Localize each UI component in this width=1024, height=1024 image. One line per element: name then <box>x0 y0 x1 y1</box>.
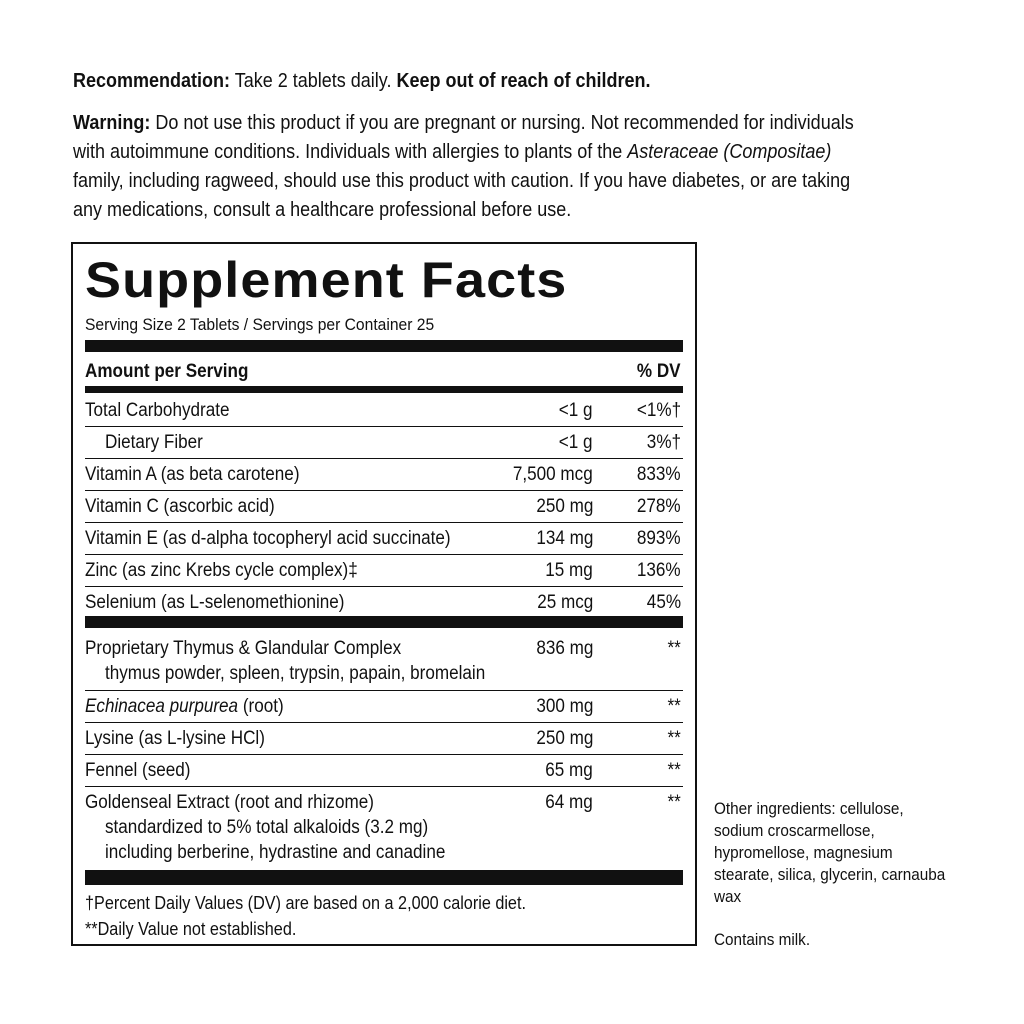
nutrient-name: Total Carbohydrate <box>85 400 230 421</box>
ingredient-amount: 300 mg <box>535 696 593 717</box>
nutrient-dv: <1%† <box>636 400 681 421</box>
row-divider <box>85 522 683 523</box>
nutrient-name: Vitamin E (as d-alpha tocopheryl acid succinate) <box>85 528 451 549</box>
row-divider <box>85 554 683 555</box>
nutrient-dv: 45% <box>646 592 681 613</box>
ingredient-amount: 65 mg <box>545 760 593 781</box>
row-divider <box>85 458 683 459</box>
dv-header: % DV <box>637 361 681 382</box>
ingredient-name: Proprietary Thymus & Glandular Complex <box>85 638 402 659</box>
ingredient-amount: 836 mg <box>535 638 593 659</box>
divider-thick <box>85 616 683 628</box>
warning-label: Warning: <box>73 112 151 134</box>
warning-body-2: family, including ragweed, should use this product with caution. If you have diabetes, or are taking any medications, consult a healthcare professional before use. <box>73 170 851 221</box>
nutrient-name: Vitamin C (ascorbic acid) <box>85 496 275 517</box>
recommendation-label: Recommendation: <box>73 70 231 92</box>
nutrient-amount: 7,500 mcg <box>513 464 593 485</box>
child-warning: Keep out of reach of children. <box>396 70 651 92</box>
nutrient-amount: <1 g <box>559 400 593 421</box>
ingredient-dv: ** <box>667 638 681 659</box>
supplement-facts-panel <box>71 242 697 946</box>
nutrient-dv: 833% <box>637 464 681 485</box>
ingredient-dv: ** <box>667 792 681 813</box>
row-divider <box>85 786 683 787</box>
warning-plant-family: Asteraceae (Compositae) <box>627 141 832 163</box>
ingredient-subtext: standardized to 5% total alkaloids (3.2 mg) <box>105 817 429 838</box>
nutrient-name: Selenium (as L-selenomethionine) <box>85 592 345 613</box>
ingredient-name: Lysine (as L-lysine HCl) <box>85 728 265 749</box>
ingredient-name-italic: Echinacea purpurea <box>85 696 239 717</box>
nutrient-name: Vitamin A (as beta carotene) <box>85 464 300 485</box>
warning-body-1: Do not use this product if you are pregnant or nursing. Not recommended for individuals with autoimmune conditions. Individuals with allergies to plants of the <box>73 112 854 163</box>
nutrient-dv: 893% <box>637 528 681 549</box>
row-divider <box>85 690 683 691</box>
warning-text <box>73 109 865 225</box>
amount-header: Amount per Serving <box>85 361 249 382</box>
recommendation-body: Take 2 tablets daily. <box>230 70 397 92</box>
nutrient-amount: 134 mg <box>535 528 593 549</box>
ingredient-dv: ** <box>667 728 681 749</box>
row-divider <box>85 490 683 491</box>
row-divider <box>85 426 683 427</box>
ingredient-amount: 250 mg <box>535 728 593 749</box>
nutrient-name: Zinc (as zinc Krebs cycle complex)‡ <box>85 560 358 581</box>
ingredient-dv: ** <box>667 696 681 717</box>
ingredient-name: Fennel (seed) <box>85 760 191 781</box>
divider-thick <box>85 870 683 885</box>
row-divider <box>85 586 683 587</box>
serving-size: Serving Size 2 Tablets / Servings per Container 25 <box>85 315 435 334</box>
nutrient-amount: 250 mg <box>535 496 593 517</box>
divider-medium <box>85 386 683 393</box>
ingredient-subtext: thymus powder, spleen, trypsin, papain, bromelain <box>105 663 486 684</box>
recommendation-text <box>73 67 865 96</box>
row-divider <box>85 722 683 723</box>
ingredient-subtext-2: including berberine, hydrastine and canadine <box>105 842 446 863</box>
ingredient-name: Goldenseal Extract (root and rhizome) <box>85 792 374 813</box>
divider-thick <box>85 340 683 352</box>
allergen-statement: Contains milk. <box>714 930 811 949</box>
other-ingredients: Other ingredients: cellulose, sodium croscarmellose, hypromellose, magnesium stearate, silica, glycerin, carnauba wax <box>714 799 946 906</box>
ingredient-amount: 64 mg <box>545 792 593 813</box>
ingredient-name <box>85 695 284 719</box>
nutrient-dv: 136% <box>637 560 681 581</box>
footnote-dv: †Percent Daily Values (DV) are based on a 2,000 calorie diet. <box>85 893 526 913</box>
ingredient-dv: ** <box>667 760 681 781</box>
nutrient-dv: 278% <box>637 496 681 517</box>
nutrient-amount: 15 mg <box>545 560 593 581</box>
ingredient-name-rest: (root) <box>238 696 284 717</box>
facts-title: Supplement Facts <box>85 252 568 308</box>
nutrient-dv: 3%† <box>646 432 681 453</box>
nutrient-amount: <1 g <box>559 432 593 453</box>
footnote-not-established: **Daily Value not established. <box>85 919 297 939</box>
row-divider <box>85 754 683 755</box>
nutrient-amount: 25 mcg <box>536 592 593 613</box>
nutrient-name: Dietary Fiber <box>105 432 203 453</box>
